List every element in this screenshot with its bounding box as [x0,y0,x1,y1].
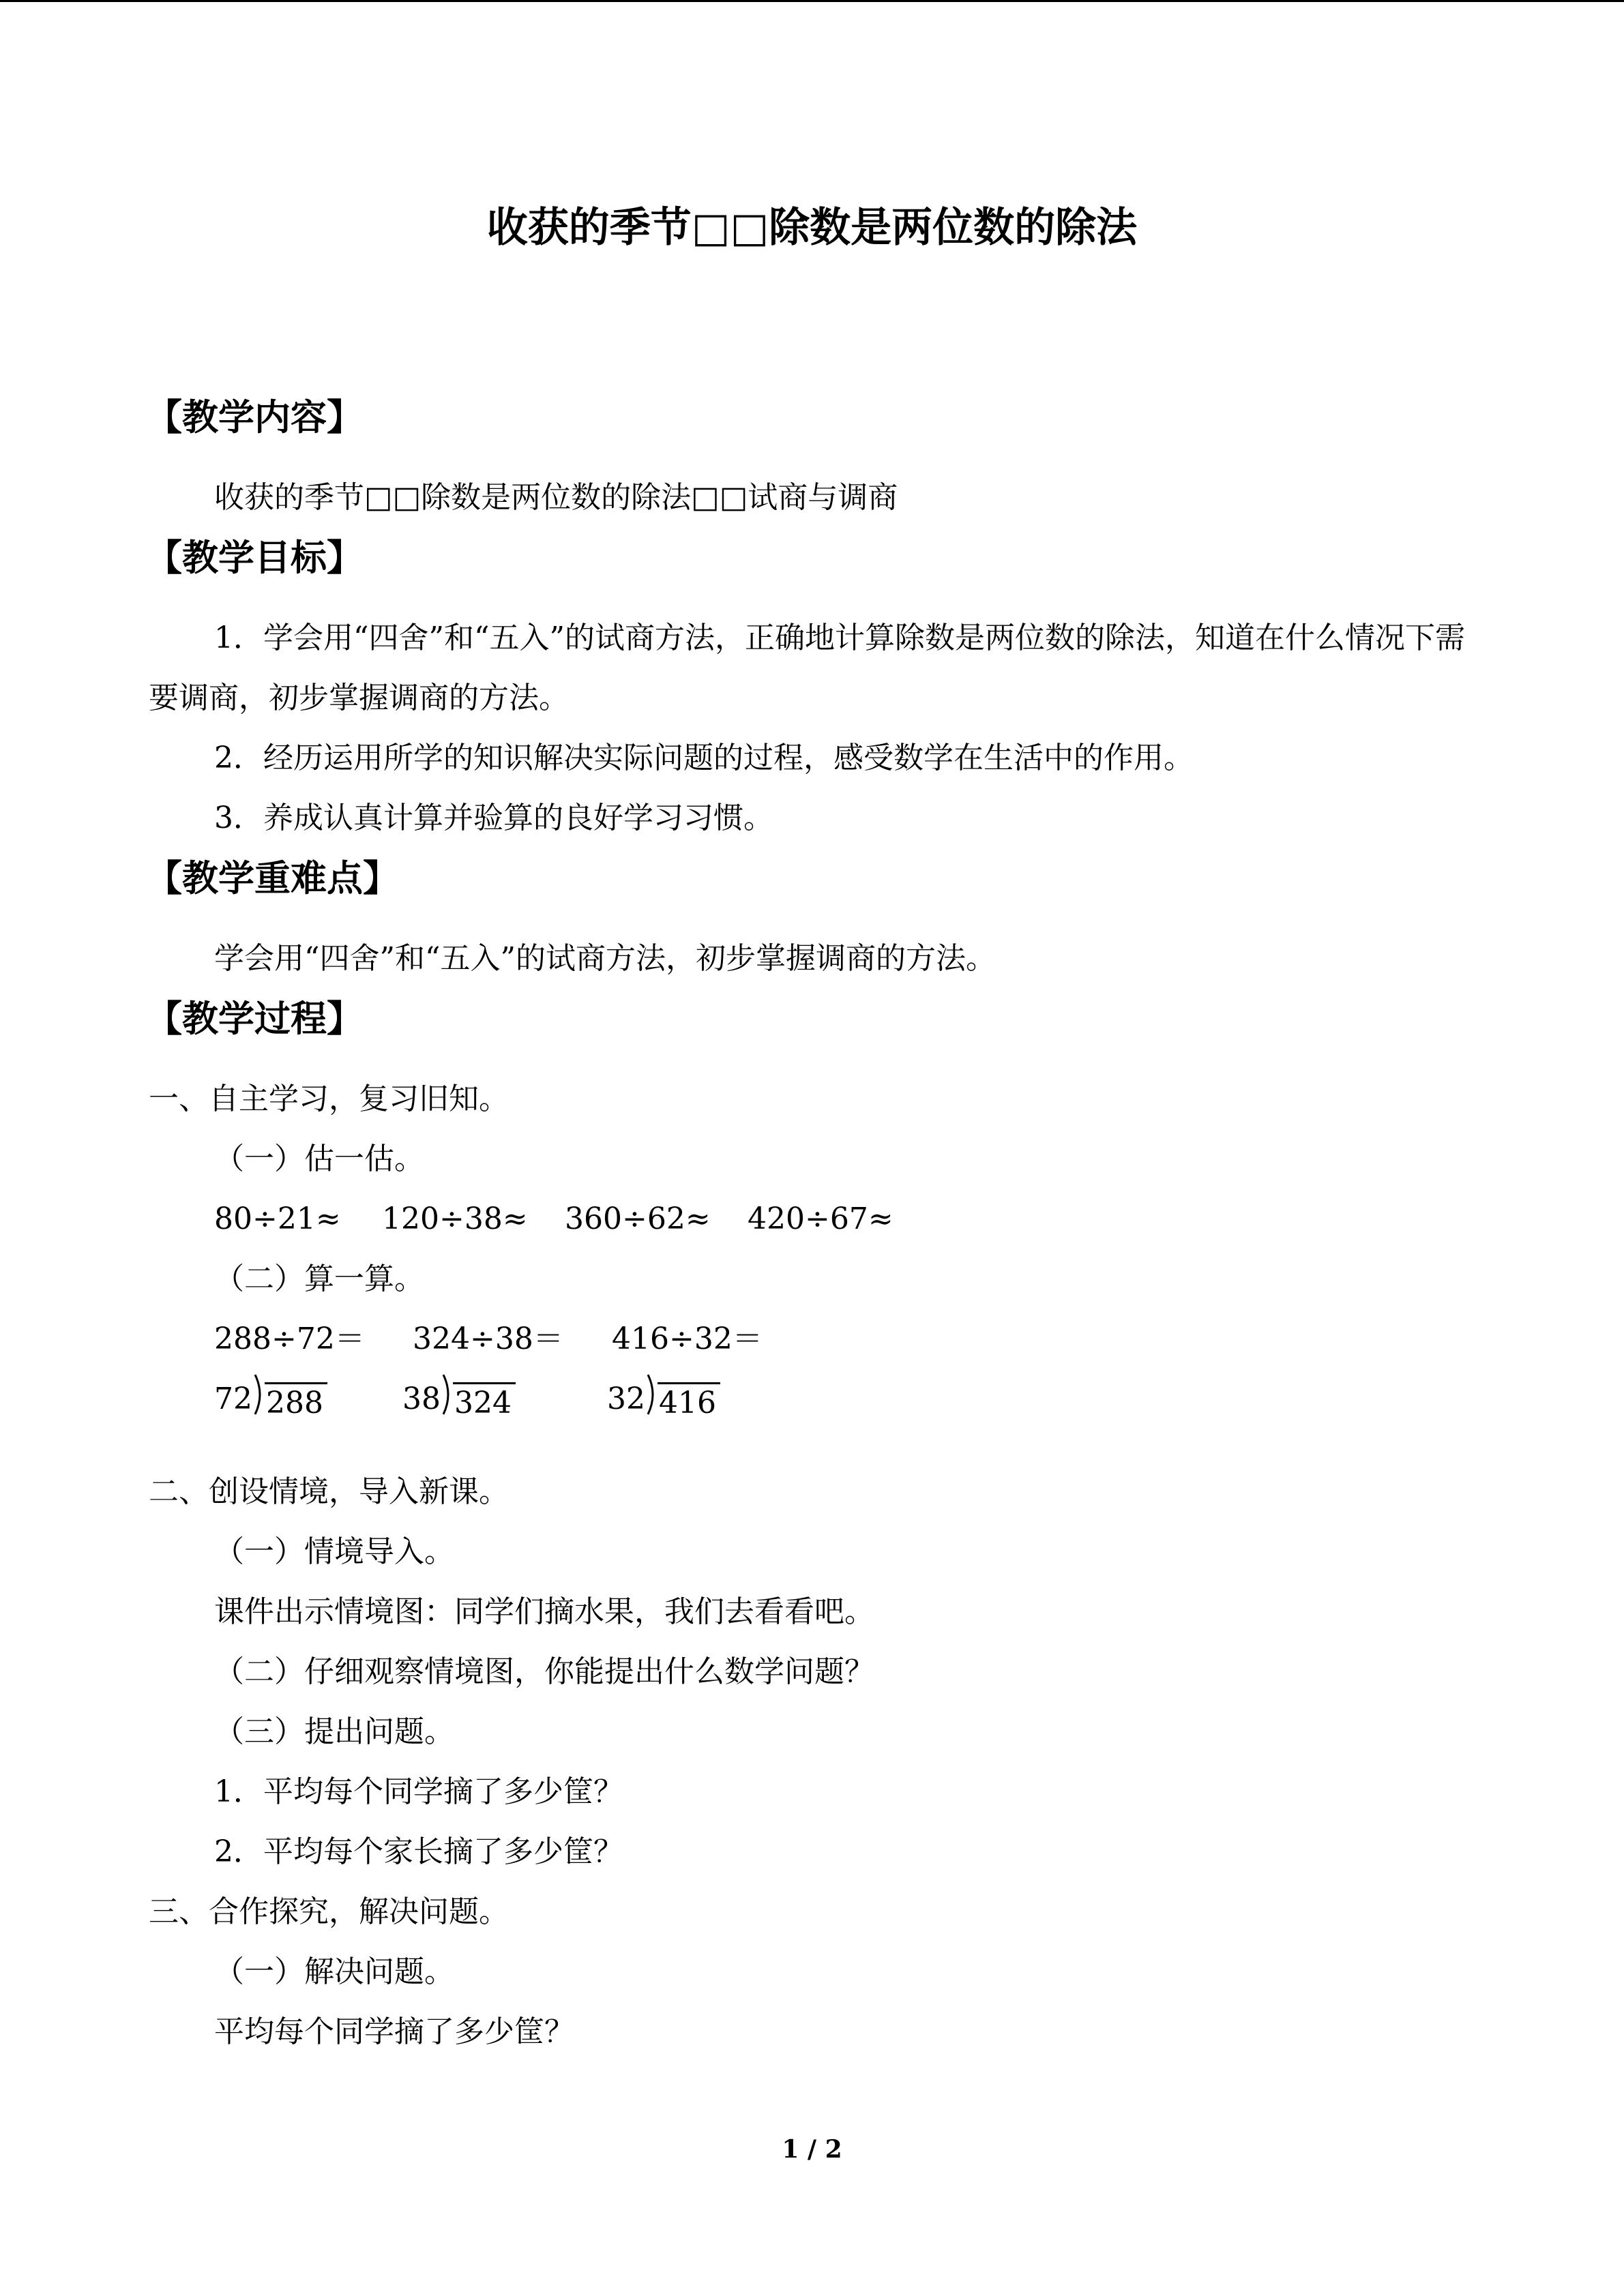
goal-item-2: 2．经历运用所学的知识解决实际问题的过程，感受数学在生活中的作用。 [214,741,1194,775]
goal-item-1: 1．学会用“四舍”和“五入”的试商方法，正确地计算除数是两位数的除法，知道在什么情况下需要调商，初步掌握调商的方法。 [149,621,1465,715]
calc-item-3: 416÷32＝ [612,1322,763,1356]
long-division-2-dividend: 324 [453,1382,516,1422]
long-division-2-divisor: 38 [402,1382,441,1416]
long-division-bracket-icon [254,1373,265,1416]
page-title: 收获的季节□□除数是两位数的除法 [486,204,1138,252]
long-division-bracket-icon [442,1373,453,1416]
long-division-2 [402,1369,607,1429]
part2-sub2: （二）仔细观察情境图，你能提出什么数学问题？ [214,1654,874,1689]
part2-sub1: （一）情境导入。 [214,1534,454,1569]
calc-item-1: 288÷72＝ [214,1322,365,1356]
estimate-item-3: 360÷62≈ [565,1202,711,1236]
long-division-3 [607,1369,720,1429]
long-division-1-dividend: 288 [265,1382,327,1422]
part2-title: 二、创设情境，导入新课。 [149,1474,509,1509]
section-heading-key-points: 【教学重难点】 [146,857,399,899]
part2-question-2: 2．平均每个家长摘了多少筐？ [214,1834,623,1869]
document-body [146,387,1486,2062]
calc-row [149,1309,1486,1369]
long-division-bracket-icon [647,1373,658,1416]
section-heading-process: 【教学过程】 [146,998,363,1040]
long-division-row [149,1369,1486,1429]
long-division-3-divisor: 32 [607,1382,645,1416]
long-division-1-divisor: 72 [214,1382,252,1416]
goal-item-3: 3．养成认真计算并验算的良好学习习惯。 [214,801,773,835]
long-division-3-dividend: 416 [658,1382,720,1422]
key-points-text: 学会用“四舍”和“五入”的试商方法，初步掌握调商的方法。 [214,941,996,976]
part2-question-1: 1．平均每个同学摘了多少筐？ [214,1774,623,1809]
part3-title: 三、合作探究，解决问题。 [149,1894,509,1929]
part2-sub3: （三）提出问题。 [214,1714,454,1749]
part2-scene: 课件出示情境图：同学们摘水果，我们去看看吧。 [214,1594,874,1629]
part1-sub1: （一）估一估。 [214,1142,424,1176]
part3-sub1: （一）解决问题。 [214,1954,454,1989]
page-number: 1 / 2 [782,2135,842,2164]
part1-sub2: （二）算一算。 [214,1262,424,1296]
section-heading-content: 【教学内容】 [146,396,363,438]
estimate-row [149,1189,1486,1249]
calc-item-2: 324÷38＝ [413,1322,563,1356]
estimate-item-2: 120÷38≈ [382,1202,528,1236]
estimate-item-1: 80÷21≈ [214,1202,341,1236]
part1-title: 一、自主学习，复习旧知。 [149,1082,509,1116]
long-division-1 [214,1369,402,1429]
part3-question: 平均每个同学摘了多少筐？ [214,2014,574,2049]
section-heading-goals: 【教学目标】 [146,537,363,579]
estimate-item-4: 420÷67≈ [748,1202,894,1236]
content-text: 收获的季节□□除数是两位数的除法□□试商与调商 [214,480,898,515]
